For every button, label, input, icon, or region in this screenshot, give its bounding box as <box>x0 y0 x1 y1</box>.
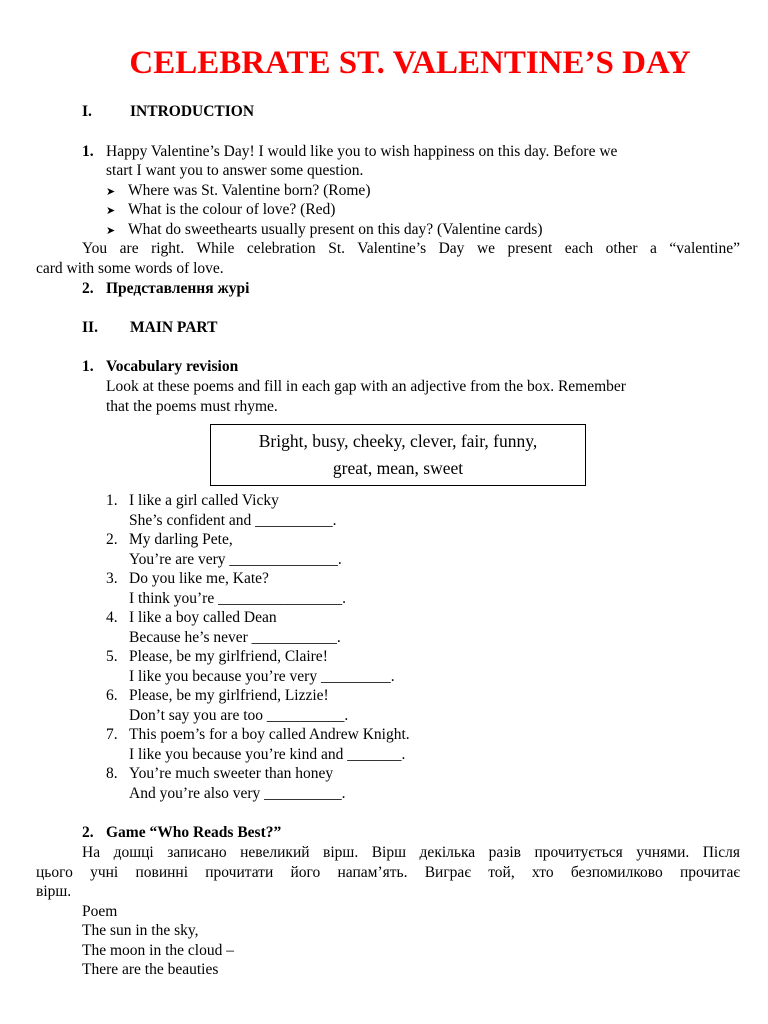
section-1-number: I. <box>82 103 92 120</box>
game-paragraph-line-3: вірш. <box>36 883 72 900</box>
poem-line-2: You’re are very ______________. <box>129 551 342 568</box>
vocab-instruction-line-2: that the poems must rhyme. <box>106 398 278 415</box>
poem-line-2: I like you because you’re very _________. <box>129 668 395 685</box>
poem-line-2: Don’t say you are too __________. <box>129 707 349 724</box>
poem-line-1: You’re much sweeter than honey <box>129 765 334 782</box>
poem-verse-line: There are the beauties <box>82 961 219 978</box>
poem-item-number: 5. <box>106 648 118 665</box>
question-item <box>106 200 335 221</box>
game-number: 2. <box>82 824 94 841</box>
vocab-instruction-line-1: Look at these poems and fill in each gap with an adjective from the box. Remember <box>106 378 626 395</box>
word-box-line-2: great, mean, sweet <box>332 458 464 478</box>
section-1-heading: INTRODUCTION <box>130 103 255 120</box>
arrow-bullet-icon: ➤ <box>106 224 116 237</box>
poem-line-1: This poem’s for a boy called Andrew Knight. <box>129 726 410 743</box>
poem-item-number: 7. <box>106 726 118 743</box>
intro-paragraph-line-2: card with some words of love. <box>36 260 224 277</box>
question-text: What is the colour of love? (Red) <box>128 201 336 218</box>
jury-number: 2. <box>82 280 94 297</box>
intro-item-number: 1. <box>82 143 94 160</box>
poem-line-2: She’s confident and __________. <box>129 512 337 529</box>
intro-paragraph-line-1: You are right. While celebration St. Valentine’s Day we present each other a “valentine” <box>82 240 740 257</box>
vocab-heading: Vocabulary revision <box>106 358 239 375</box>
poem-verse-line: The sun in the sky, <box>82 922 199 939</box>
word-box-line-1: Bright, busy, cheeky, clever, fair, funny, <box>258 431 538 451</box>
poem-item-number: 4. <box>106 609 118 626</box>
question-item <box>106 220 543 241</box>
poem-item-number: 6. <box>106 687 118 704</box>
question-item <box>106 181 370 202</box>
poem-line-1: I like a girl called Vicky <box>129 492 279 509</box>
game-paragraph-line-2: цього учні повинні прочитати його напам’ять. Виграє той, хто безпомилково прочитає <box>36 864 740 881</box>
poem-line-1: Please, be my girlfriend, Lizzie! <box>129 687 329 704</box>
vocab-number: 1. <box>82 358 94 375</box>
poem-line-2: Because he’s never ___________. <box>129 629 341 646</box>
intro-line-1: Happy Valentine’s Day! I would like you to wish happiness on this day. Before we <box>106 143 618 160</box>
intro-line-2: start I want you to answer some question. <box>106 162 364 179</box>
poem-line-1: My darling Pete, <box>129 531 233 548</box>
page-title: CELEBRATE ST. VALENTINE’S DAY <box>129 45 691 81</box>
poem-item-number: 3. <box>106 570 118 587</box>
game-heading: Game “Who Reads Best?” <box>106 824 282 841</box>
section-2-heading: MAIN PART <box>130 319 218 336</box>
question-text: What do sweethearts usually present on this day? (Valentine cards) <box>128 221 543 238</box>
poem-line-2: And you’re also very __________. <box>129 785 346 802</box>
poem-line-1: Please, be my girlfriend, Claire! <box>129 648 328 665</box>
section-2-number: II. <box>82 319 98 336</box>
word-box <box>210 424 586 486</box>
question-text: Where was St. Valentine born? (Rome) <box>128 182 371 199</box>
poem-line-2: I like you because you’re kind and _______. <box>129 746 406 763</box>
poem-item-number: 1. <box>106 492 118 509</box>
poem-line-1: Do you like me, Kate? <box>129 570 269 587</box>
poem-item-number: 8. <box>106 765 118 782</box>
arrow-bullet-icon: ➤ <box>106 204 116 217</box>
poem-line-1: I like a boy called Dean <box>129 609 277 626</box>
poem-verse-line: The moon in the cloud – <box>82 942 234 959</box>
game-paragraph-line-1: На дошці записано невеликий вірш. Вірш декілька разів прочитується учнями. Після <box>82 844 740 861</box>
arrow-bullet-icon: ➤ <box>106 185 116 198</box>
poem-title: Poem <box>82 903 118 920</box>
jury-heading: Представлення журі <box>106 280 250 297</box>
poem-line-2: I think you’re ________________. <box>129 590 346 607</box>
poem-item-number: 2. <box>106 531 118 548</box>
